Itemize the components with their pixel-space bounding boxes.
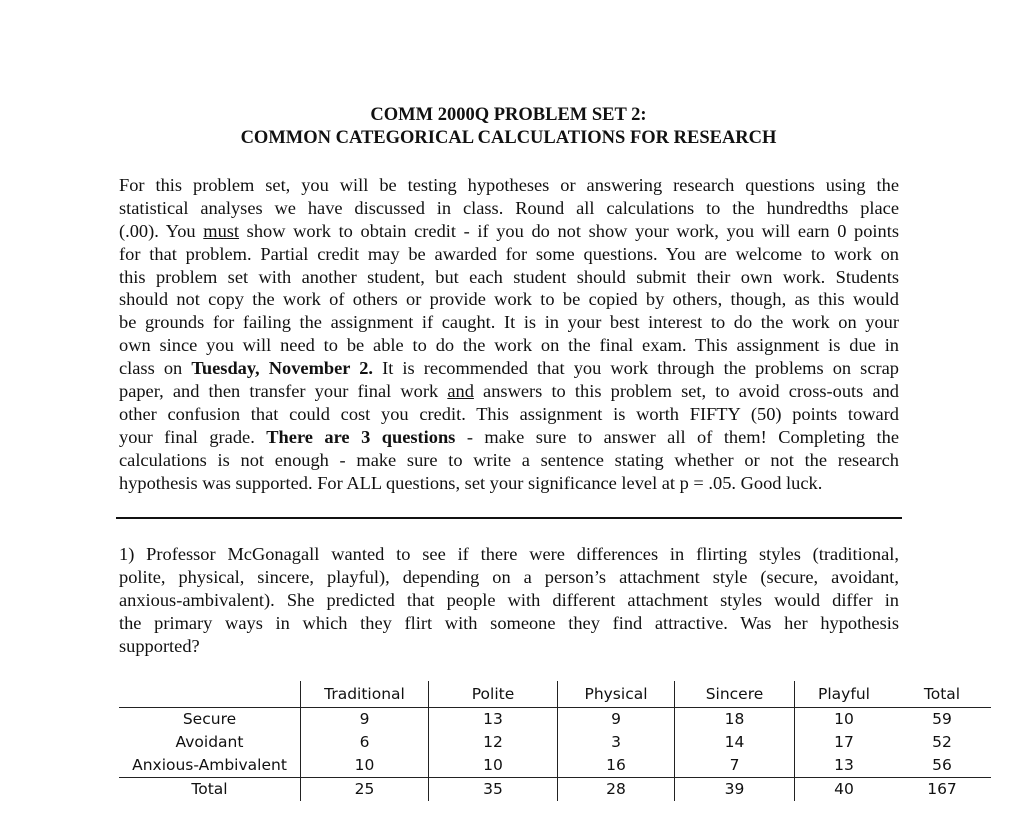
column-header: Sincere xyxy=(675,681,795,708)
table-cell: 25 xyxy=(301,778,429,802)
intro-line: (.00). You must show work to obtain credit - if you do not show your work, you will earn 0 points xyxy=(119,220,899,241)
column-header: Traditional xyxy=(301,681,429,708)
table-cell: 35 xyxy=(429,778,558,802)
table-cell: 9 xyxy=(558,708,675,732)
table-cell: 14 xyxy=(675,731,795,754)
table-row xyxy=(119,731,991,754)
document-title-line-2: COMMON CATEGORICAL CALCULATIONS FOR RESEARCH xyxy=(240,128,777,148)
due-date: Tuesday, November 2. xyxy=(191,358,374,379)
table-cell: 7 xyxy=(675,754,795,778)
intro-line: other confusion that could cost you credit. This assignment is worth FIFTY (50) points toward xyxy=(119,403,899,424)
table-cell: 10 xyxy=(429,754,558,778)
question-line: anxious-ambivalent). She predicted that people with different attachment styles would differ in xyxy=(119,589,899,610)
intro-line: class on Tuesday, November 2. It is recommended that you work through the problems on scrap xyxy=(119,358,899,379)
intro-line: statistical analyses we have discussed in class. Round all calculations to the hundredths place xyxy=(119,197,899,218)
column-header: Polite xyxy=(429,681,558,708)
intro-line: paper, and then transfer your final work and answers to this problem set, to avoid cross-outs and xyxy=(119,381,899,402)
table-cell: 13 xyxy=(795,754,894,778)
table-cell: 18 xyxy=(675,708,795,732)
intro-line: hypothesis was supported. For ALL questions, set your significance level at p = .05. Good luck. xyxy=(119,472,823,493)
table-cell: 3 xyxy=(558,731,675,754)
column-header: Playful xyxy=(795,681,894,708)
column-header: Total xyxy=(893,681,991,708)
table-header-row xyxy=(119,681,991,708)
document-title-line-1: COMM 2000Q PROBLEM SET 2: xyxy=(370,105,647,125)
table-cell: 52 xyxy=(932,733,952,751)
intro-line: this problem set with another student, but each student should submit their own work. Students xyxy=(119,266,899,287)
table-cell: 12 xyxy=(429,731,558,754)
question-line: polite, physical, sincere, playful), depending on a person’s attachment style (secure, avoidant, xyxy=(119,566,899,587)
section-divider xyxy=(116,517,902,519)
table-cell: 40 xyxy=(795,778,894,802)
table-row xyxy=(119,754,991,778)
table-cell: 17 xyxy=(795,731,894,754)
row-label: Total xyxy=(191,780,228,798)
emphasis-and: and xyxy=(447,381,474,402)
table-cell: 167 xyxy=(927,780,957,798)
intro-line: be grounds for failing the assignment if caught. It is in your best interest to do the work on your xyxy=(119,312,899,333)
question-line: supported? xyxy=(119,635,200,656)
table-total-row xyxy=(119,778,991,802)
intro-line: should not copy the work of others or provide work to be copied by others, though, as this would xyxy=(119,289,899,310)
table-row xyxy=(119,708,991,732)
instructions-paragraph xyxy=(119,174,899,494)
row-label: Avoidant xyxy=(175,733,244,751)
intro-line: for that problem. Partial credit may be awarded for some questions. You are welcome to work on xyxy=(119,243,899,264)
table-cell: 28 xyxy=(558,778,675,802)
table-cell: 10 xyxy=(301,754,429,778)
contingency-table xyxy=(119,681,991,801)
table-cell: 56 xyxy=(893,754,991,778)
row-label: Secure xyxy=(119,708,301,732)
table-corner-cell xyxy=(119,681,301,708)
question-1-text xyxy=(119,543,899,657)
table-cell: 13 xyxy=(429,708,558,732)
question-line: 1) Professor McGonagall wanted to see if there were differences in flirting styles (traditional, xyxy=(119,544,899,564)
table-cell: 59 xyxy=(932,710,952,728)
question-count: There are 3 questions xyxy=(266,426,456,447)
emphasis-must: must xyxy=(203,220,240,241)
intro-line: your final grade. There are 3 questions - make sure to answer all of them! Completing the xyxy=(119,426,899,447)
row-label: Anxious-Ambivalent xyxy=(119,754,301,778)
table-cell: 16 xyxy=(558,754,675,778)
intro-line: calculations is not enough - make sure to write a sentence stating whether or not the research xyxy=(119,449,899,470)
question-line: the primary ways in which they flirt with someone they find attractive. Was her hypothesis xyxy=(119,612,899,633)
column-header: Physical xyxy=(558,681,675,708)
intro-line: own since you will need to be able to do the work on the final exam. This assignment is due in xyxy=(119,335,899,356)
table-cell: 10 xyxy=(795,708,894,732)
table-cell: 39 xyxy=(675,778,795,802)
table-cell: 9 xyxy=(301,708,429,732)
intro-line: For this problem set, you will be testing hypotheses or answering research questions using the xyxy=(119,175,899,195)
table-cell: 6 xyxy=(301,731,429,754)
